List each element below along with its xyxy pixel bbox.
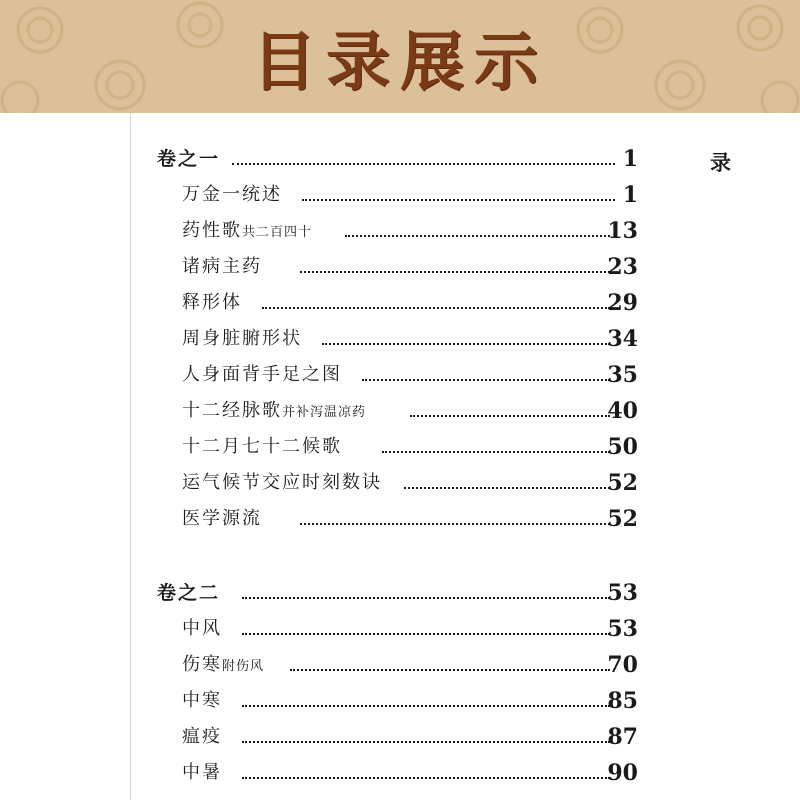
toc-entry-title — [182, 396, 366, 428]
toc-entry-title: 运气候节交应时刻数诀 — [182, 472, 382, 493]
toc-entry-row[interactable] — [0, 324, 800, 354]
toc-page-number: 23 — [607, 254, 638, 280]
toc-page — [0, 113, 800, 800]
toc-page-number: 70 — [607, 652, 638, 678]
toc-leader-dots — [302, 199, 615, 201]
toc-leader-dots — [242, 741, 610, 743]
toc-entry-row[interactable] — [0, 614, 800, 644]
toc-page-number: 1 — [622, 182, 638, 208]
toc-leader-dots — [322, 343, 610, 345]
toc-entry-title: 诸病主药 — [182, 256, 262, 277]
toc-entry-title — [182, 216, 312, 248]
toc-leader-dots — [300, 271, 610, 273]
toc-page-number: 52 — [607, 470, 638, 496]
toc-entry-title: 释形体 — [182, 292, 242, 313]
toc-entry-row[interactable] — [0, 686, 800, 716]
toc-page-number: 53 — [607, 616, 638, 642]
toc-page-number: 53 — [607, 580, 638, 606]
toc-volume-title: 卷之二 — [157, 582, 221, 604]
toc-page-number: 29 — [607, 290, 638, 316]
toc-entry-note: 附伤风 — [222, 659, 265, 674]
toc-entry-row[interactable] — [0, 722, 800, 752]
toc-volume-row[interactable] — [0, 144, 800, 174]
toc-entry-title: 中暑 — [182, 762, 222, 783]
toc-leader-dots — [242, 633, 610, 635]
banner-title: 目录展示 — [252, 24, 548, 100]
toc-entry-row[interactable] — [0, 432, 800, 462]
toc-leader-dots — [345, 235, 610, 237]
toc-entry-row[interactable] — [0, 758, 800, 788]
toc-page-number: 87 — [607, 724, 638, 750]
toc-page-number: 13 — [607, 218, 638, 244]
toc-page-number: 1 — [622, 146, 638, 172]
toc-leader-dots — [242, 597, 610, 599]
toc-entry-title: 十二月七十二候歌 — [182, 436, 342, 457]
toc-entry-title: 人身面背手足之图 — [182, 364, 342, 385]
toc-entry-row[interactable] — [0, 288, 800, 318]
toc-entry-row[interactable] — [0, 650, 800, 680]
toc-entry-title — [182, 650, 264, 682]
side-heading-char: 录 — [710, 151, 731, 175]
toc-page-number: 50 — [607, 434, 638, 460]
toc-leader-dots — [410, 415, 610, 417]
toc-page-number: 40 — [607, 398, 638, 424]
toc-entry-row[interactable] — [0, 216, 800, 246]
toc-page-number: 52 — [607, 506, 638, 532]
toc-volume-row[interactable] — [0, 578, 800, 608]
toc-leader-dots — [382, 451, 610, 453]
toc-leader-dots — [242, 705, 610, 707]
toc-entry-note: 共二百四十 — [242, 225, 313, 240]
toc-entry-row[interactable] — [0, 468, 800, 498]
toc-entry-title-main: 药性歌 — [182, 220, 242, 241]
toc-entry-row[interactable] — [0, 504, 800, 534]
toc-leader-dots — [242, 777, 610, 779]
toc-entry-row[interactable] — [0, 252, 800, 282]
toc-entry-title: 中寒 — [182, 690, 222, 711]
banner — [0, 0, 800, 113]
toc-entry-title: 瘟疫 — [182, 726, 222, 747]
toc-entry-note: 并补泻温凉药 — [282, 405, 367, 420]
toc-entry-row[interactable] — [0, 396, 800, 426]
toc-page-number: 34 — [607, 326, 638, 352]
toc-entry-title: 周身脏腑形状 — [182, 328, 302, 349]
toc-entry-title-main: 伤寒 — [182, 654, 222, 675]
toc-entry-row[interactable] — [0, 360, 800, 390]
toc-volume-title: 卷之一 — [157, 148, 221, 170]
toc-page-number: 35 — [607, 362, 638, 388]
toc-leader-dots — [232, 163, 615, 165]
toc-entry-title: 医学源流 — [182, 508, 262, 529]
toc-entry-title-main: 十二经脉歌 — [182, 400, 282, 421]
toc-page-number: 90 — [607, 760, 638, 786]
toc-leader-dots — [362, 379, 610, 381]
toc-leader-dots — [290, 669, 610, 671]
toc-entry-row[interactable] — [0, 180, 800, 210]
toc-leader-dots — [262, 307, 610, 309]
toc-entry-title: 万金一统述 — [182, 184, 282, 205]
toc-leader-dots — [300, 523, 610, 525]
toc-leader-dots — [404, 487, 610, 489]
toc-entry-title: 中风 — [182, 618, 222, 639]
toc-page-number: 85 — [607, 688, 638, 714]
